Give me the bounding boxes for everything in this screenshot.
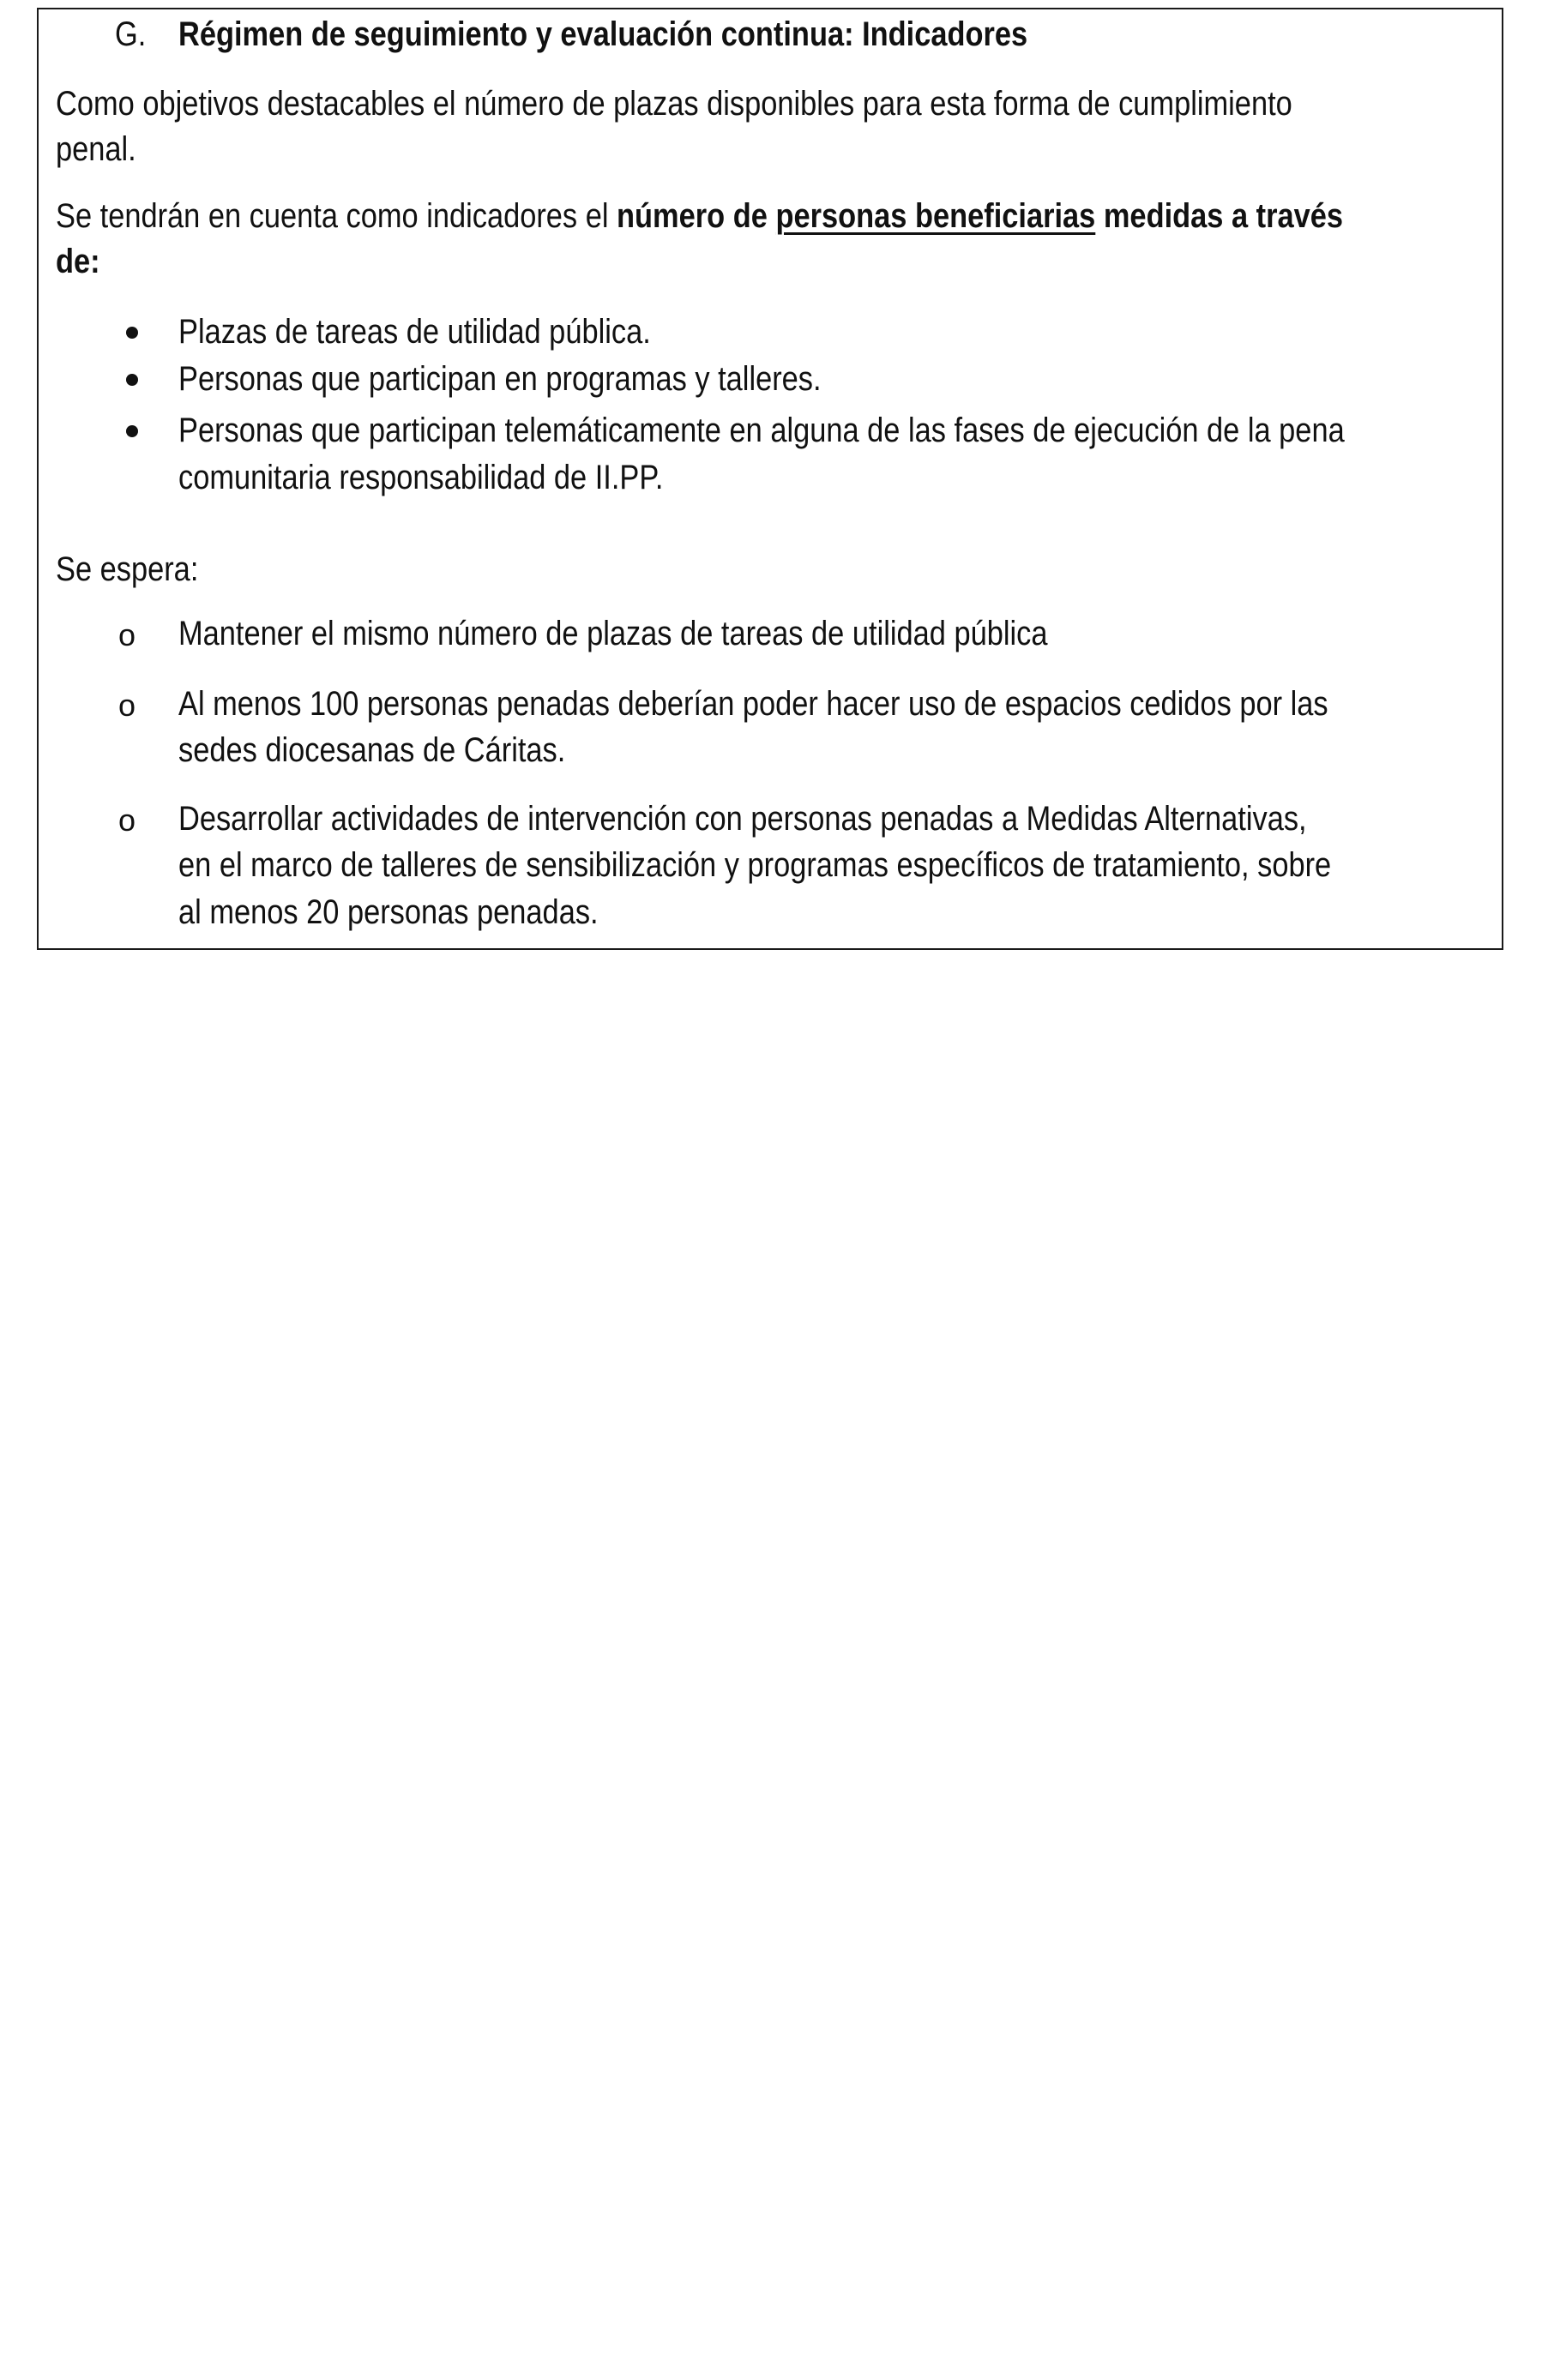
indicators-text-bold-end: medidas a través bbox=[1095, 197, 1344, 235]
circle-bullet-icon: o bbox=[118, 688, 136, 723]
indicator-item: Plazas de tareas de utilidad pública. bbox=[178, 313, 651, 351]
expected-item-continuation: en el marco de talleres de sensibilización y programas específicos de tratamiento, sobre bbox=[178, 846, 1332, 884]
expected-item: Al menos 100 personas penadas deberían poder hacer uso de espacios cedidos por las bbox=[178, 685, 1328, 723]
bullet-icon bbox=[126, 327, 138, 339]
indicators-text-bold: número de bbox=[617, 197, 776, 235]
expected-item-continuation: sedes diocesanas de Cáritas. bbox=[178, 731, 566, 769]
indicator-item: Personas que participan telemáticamente en alguna de las fases de ejecución de la pena bbox=[178, 412, 1345, 449]
circle-bullet-icon: o bbox=[118, 802, 136, 838]
intro-line-2: penal. bbox=[56, 130, 136, 168]
indicators-sentence bbox=[56, 193, 1343, 240]
expected-item-continuation: al menos 20 personas penadas. bbox=[178, 893, 599, 931]
intro-line-1: Como objetivos destacables el número de plazas disponibles para esta forma de cumplimiento bbox=[56, 85, 1292, 123]
indicator-item-continuation: comunitaria responsabilidad de II.PP. bbox=[178, 459, 664, 496]
bullet-icon bbox=[126, 425, 138, 437]
section-title: Régimen de seguimiento y evaluación continua: Indicadores bbox=[178, 15, 1028, 53]
bullet-icon bbox=[126, 374, 138, 386]
expected-label: Se espera: bbox=[56, 550, 199, 588]
expected-item: Desarrollar actividades de intervención con personas penadas a Medidas Alternativas, bbox=[178, 800, 1307, 838]
circle-bullet-icon: o bbox=[118, 617, 136, 652]
indicators-text-underlined: personas beneficiarias bbox=[775, 197, 1096, 235]
indicators-sentence-line-2: de: bbox=[56, 243, 100, 280]
expected-item: Mantener el mismo número de plazas de tareas de utilidad pública bbox=[178, 615, 1048, 652]
indicator-item: Personas que participan en programas y talleres. bbox=[178, 360, 822, 398]
section-letter: G. bbox=[115, 15, 147, 53]
indicators-text-regular: Se tendrán en cuenta como indicadores el bbox=[56, 197, 617, 235]
